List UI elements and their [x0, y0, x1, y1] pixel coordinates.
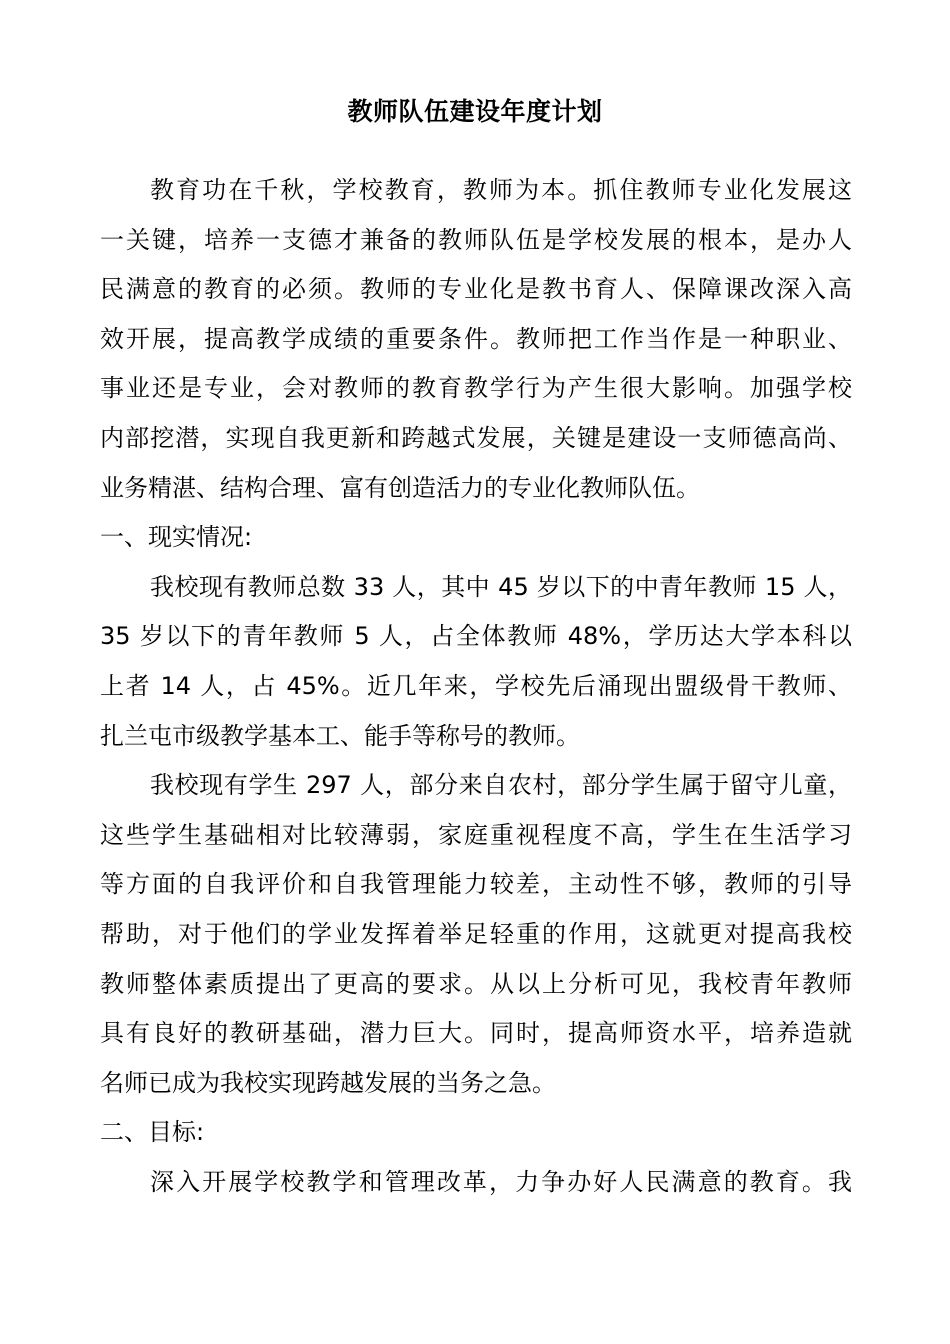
paragraph-line: 教师整体素质提出了更高的要求。从以上分析可见，我校青年教师 — [100, 969, 852, 998]
document-title: 教师队伍建设年度计划 — [347, 97, 603, 126]
paragraph-line: 事业还是专业，会对教师的教育教学行为产生很大影响。加强学校 — [100, 374, 852, 403]
paragraph-line: 我校现有学生 297 人，部分来自农村，部分学生属于留守儿童， — [150, 771, 852, 800]
section-heading: 二、目标: — [100, 1118, 205, 1147]
paragraph-line: 内部挖潜，实现自我更新和跨越式发展，关键是建设一支师德高尚、 — [100, 423, 852, 452]
paragraph-line: 教育功在千秋，学校教育，教师为本。抓住教师专业化发展这 — [150, 176, 852, 204]
paragraph-line: 等方面的自我评价和自我管理能力较差，主动性不够，教师的引导 — [100, 870, 852, 899]
paragraph-line: 具有良好的教研基础，潜力巨大。同时，提高师资水平，培养造就 — [100, 1019, 852, 1048]
section-heading: 一、现实情况: — [100, 523, 253, 552]
paragraph-line: 深入开展学校教学和管理改革，力争办好人民满意的教育。我 — [150, 1167, 852, 1196]
paragraph-line: 上者 14 人，占 45%。近几年来，学校先后涌现出盟级骨干教师、 — [100, 671, 852, 700]
paragraph-line: 扎兰屯市级教学基本工、能手等称号的教师。 — [100, 721, 580, 750]
paragraph-line: 业务精湛、结构合理、富有创造活力的专业化教师队伍。 — [100, 473, 700, 502]
paragraph-line: 我校现有教师总数 33 人，其中 45 岁以下的中青年教师 15 人， — [150, 572, 852, 601]
paragraph-line: 效开展，提高教学成绩的重要条件。教师把工作当作是一种职业、 — [100, 324, 852, 353]
paragraph-line: 这些学生基础相对比较薄弱，家庭重视程度不高，学生在生活学习 — [100, 820, 852, 849]
paragraph-line: 名师已成为我校实现跨越发展的当务之急。 — [100, 1068, 556, 1097]
paragraph-line: 帮助，对于他们的学业发挥着举足轻重的作用，这就更对提高我校 — [100, 919, 852, 948]
paragraph-line: 35 岁以下的青年教师 5 人，占全体教师 48%，学历达大学本科以 — [100, 622, 852, 651]
document-body — [100, 166, 852, 1207]
paragraph-line: 民满意的教育的必须。教师的专业化是教书育人、保障课改深入高 — [100, 275, 852, 304]
paragraph-line: 一关键，培养一支德才兼备的教师队伍是学校发展的根本，是办人 — [100, 225, 852, 254]
